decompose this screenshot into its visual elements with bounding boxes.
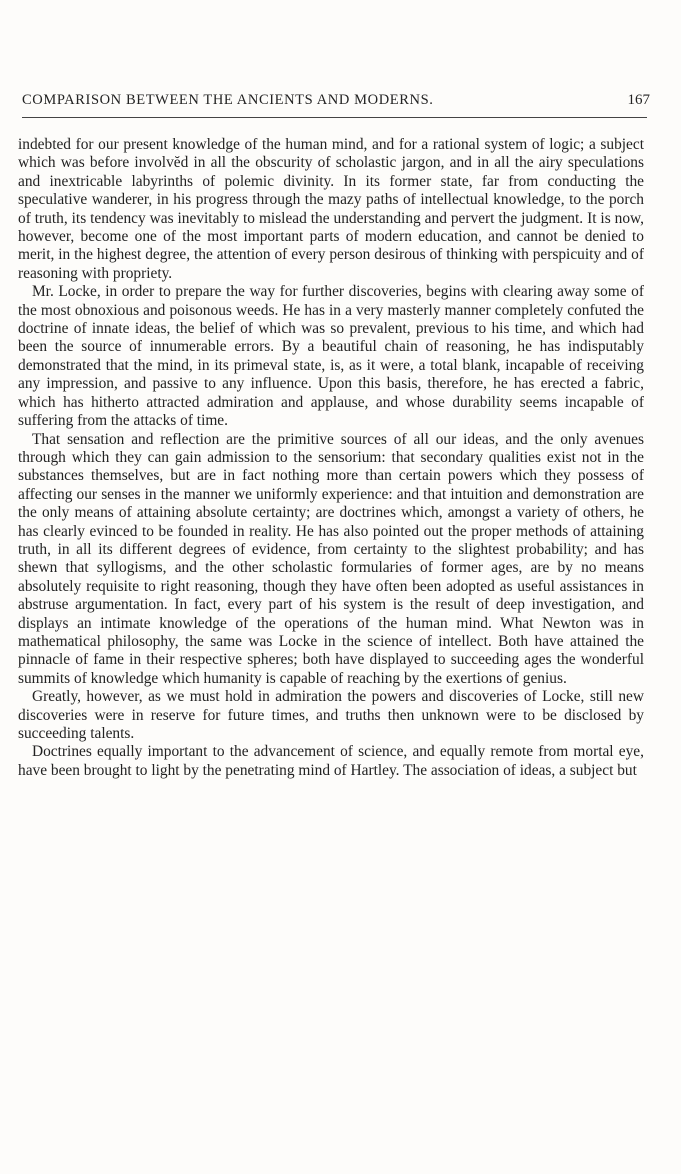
- header-rule: [22, 117, 647, 118]
- running-title: COMPARISON BETWEEN THE ANCIENTS AND MODERNS.: [22, 92, 434, 108]
- paragraph: Greatly, however, as we must hold in admiration the powers and discoveries of Locke, still new discoveries were in reserve for future times, and truths then unknown were to be disclosed by succeeding talents.: [18, 688, 644, 742]
- body-text: [18, 136, 644, 780]
- page-number: 167: [627, 92, 650, 108]
- paragraph: That sensation and reflection are the primitive sources of all our ideas, and the only avenues through which they can gain admission to the sensorium: that secondary qualities exist not in the substances themselves, but are in fact nothing more than certain powers which they possess of affecting our senses in the manner we uniformly experience: and that intuition and demonstration are the only means of attaining absolute certainty; are doctrines which, amongst a variety of others, he has clearly evinced to be founded in reality. He has also pointed out the proper methods of attaining truth, in all its different degrees of evidence, from certainty to the slightest probability; and has shewn that syllogisms, and the other scholastic formularies of former ages, are by no means absolutely requisite to right reasoning, though they have often been adopted as useful assistances in abstruse argumentation. In fact, every part of his system is the result of deep investigation, and displays an intimate knowledge of the operations of the human mind. What Newton was in mathematical philosophy, the same was Locke in the science of intellect. Both have attained the pinnacle of fame in their respective spheres; both have displayed to succeeding ages the wonderful summits of knowledge which humanity is capable of reaching by the exertions of genius.: [18, 430, 644, 687]
- paragraph: Doctrines equally important to the advancement of science, and equally remote from mortal eye, have been brought to light by the penetrating mind of Hartley. The association of ideas, a subject but: [18, 743, 644, 779]
- running-header: [22, 92, 650, 109]
- paragraph: Mr. Locke, in order to prepare the way for further discoveries, begins with clearing away some of the most obnoxious and poisonous weeds. He has in a very masterly manner completely confuted the doctrine of innate ideas, the belief of which was so prevalent, previous to his time, and which had been the source of innumerable errors. By a beautiful chain of reasoning, he has indisputably demonstrated that the mind, in its primeval state, is, as it were, a total blank, incapable of receiving any impression, and passive to any influence. Upon this basis, therefore, he has erected a fabric, which has hitherto attracted admiration and applause, and whose durability seems incapable of suffering from the attacks of time.: [18, 283, 644, 430]
- paragraph: indebted for our present knowledge of the human mind, and for a rational system of logic; a subject which was before involvĕd in all the obscurity of scholastic jargon, and in all the airy speculations and inextricable labyrinths of polemic divinity. In its former state, far from conducting the speculative wanderer, in his progress through the mazy paths of intellectual knowledge, to the porch of truth, its tendency was inevitably to mislead the understanding and pervert the judgment. It is now, however, become one of the most important parts of modern education, and cannot be denied to merit, in the highest degree, the attention of every person desirous of thinking with perspicuity and of reasoning with propriety.: [18, 136, 644, 282]
